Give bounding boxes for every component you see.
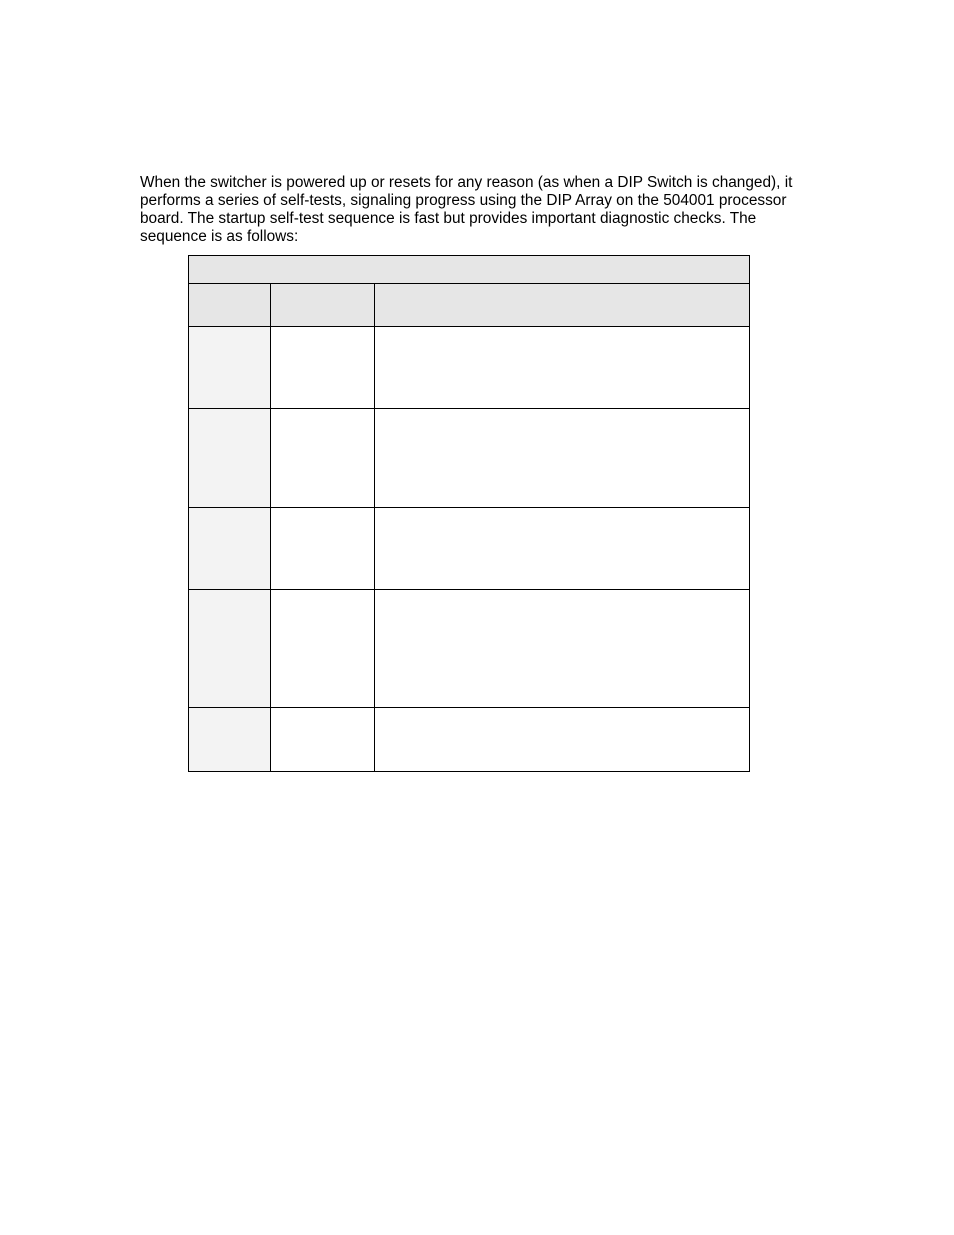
table-row [189, 708, 750, 772]
intro-line: sequence is as follows: [140, 228, 299, 245]
intro-line: performs a series of self-tests, signaling progress using the DIP Array on the 504001 processor [140, 192, 787, 209]
header-description [375, 284, 750, 327]
table-row [189, 409, 750, 508]
step-cell [189, 590, 271, 708]
dip-cell [271, 409, 375, 508]
step-cell [189, 708, 271, 772]
intro-line: When the switcher is powered up or resets for any reason (as when a DIP Switch is changed), it [140, 174, 793, 191]
table-title-row [189, 256, 750, 284]
description-cell [375, 327, 750, 409]
intro-paragraph [140, 174, 820, 246]
description-cell [375, 409, 750, 508]
description-cell [375, 590, 750, 708]
header-step [189, 284, 271, 327]
step-cell [189, 508, 271, 590]
step-cell [189, 327, 271, 409]
step-cell [189, 409, 271, 508]
dip-cell [271, 708, 375, 772]
description-cell [375, 708, 750, 772]
table-row [189, 590, 750, 708]
header-dip [271, 284, 375, 327]
table-row [189, 327, 750, 409]
table-header-row [189, 284, 750, 327]
description-cell [375, 508, 750, 590]
dip-cell [271, 590, 375, 708]
dip-cell [271, 327, 375, 409]
table-row [189, 508, 750, 590]
intro-line: board. The startup self-test sequence is fast but provides important diagnostic checks. The [140, 210, 757, 227]
dip-cell [271, 508, 375, 590]
self-test-table [188, 255, 750, 772]
table-title [189, 256, 750, 284]
